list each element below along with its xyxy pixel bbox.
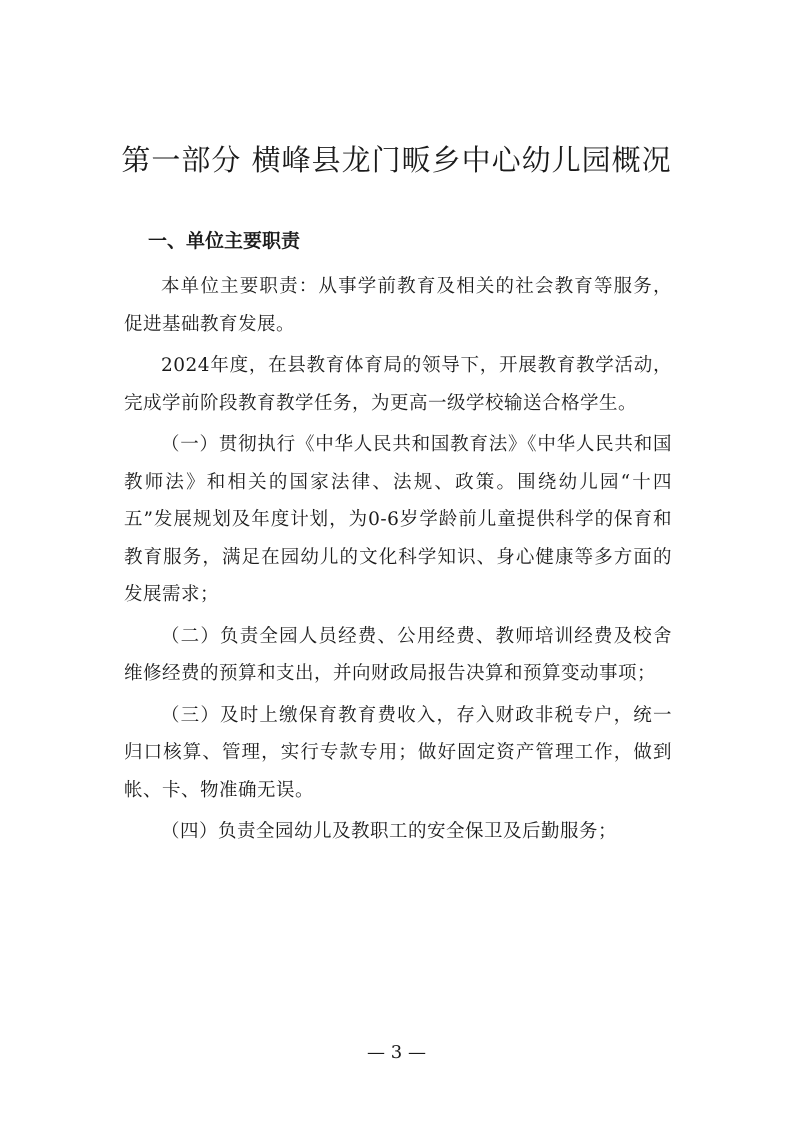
paragraph-annual: 2024年度，在县教育体育局的领导下，开展教育教学活动，完成学前阶段教育教学任务，为更高一级学校输送合格学生。 <box>124 355 672 414</box>
paragraph-item-2: （二）负责全园人员经费、公用经费、教师培训经费及校舍维修经费的预算和支出，并向财政局报告决算和预算变动事项； <box>124 625 672 684</box>
paragraph-item-1: （一）贯彻执行《中华人民共和国教育法》《中华人民共和国教师法》和相关的国家法律、法规、政策。围绕幼儿园“十四五”发展规划及年度计划，为0-6岁学龄前儿童提供科学的保育和教育服务，满足在园幼儿的文化科学知识、身心健康等多方面的发展需求； <box>124 434 672 605</box>
paragraph-item-4: （四）负责全园幼儿及教职工的安全保卫及后勤服务； <box>161 821 618 842</box>
paragraph-intro: 本单位主要职责：从事学前教育及相关的社会教育等服务，促进基础教育发展。 <box>124 276 672 335</box>
page-title: 第一部分 横峰县龙门畈乡中心幼儿园概况 <box>121 143 672 177</box>
page-number: — 3 — <box>367 1042 426 1063</box>
section-heading: 一、单位主要职责 <box>148 230 301 252</box>
paragraph-item-3: （三）及时上缴保育教育费收入，存入财政非税专户，统一归口核算、管理，实行专款专用；做好固定资产管理工作，做到帐、卡、物准确无误。 <box>124 704 672 801</box>
document-body <box>124 268 672 855</box>
